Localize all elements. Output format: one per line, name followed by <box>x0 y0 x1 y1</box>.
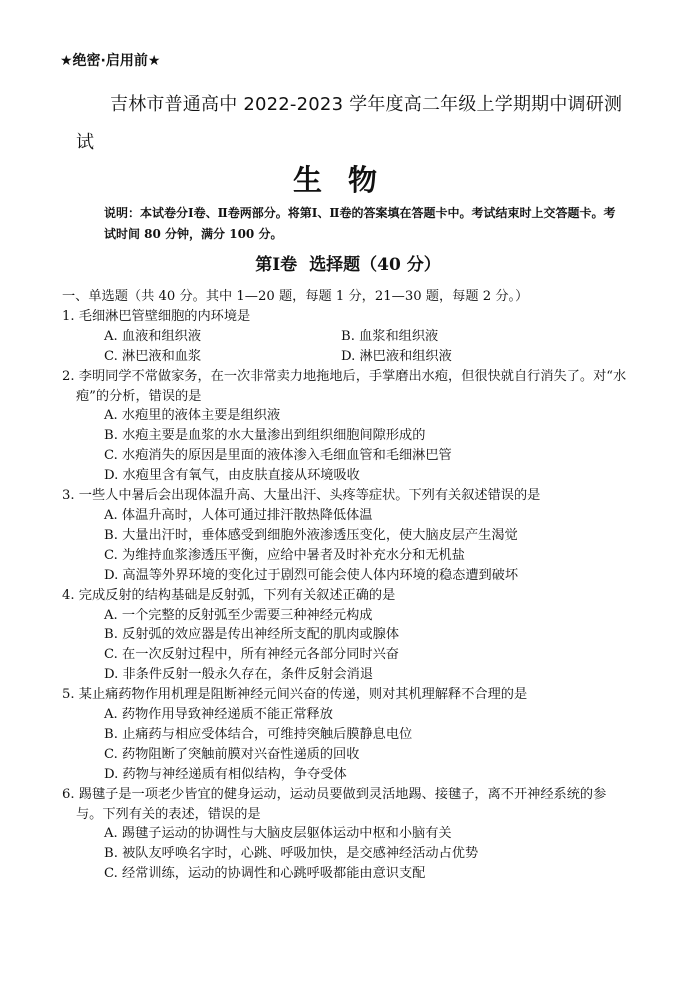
option-a: A. 一个完整的反射弧至少需要三种神经元构成 <box>104 607 373 623</box>
question-4 <box>62 586 632 686</box>
option-d: D. 水疱里含有氧气，由皮肤直接从环境吸收 <box>104 468 360 484</box>
question-stem: 2. 李明同学不常做家务，在一次非常卖力地拖地后，手掌磨出水疱，但很快就自行消失了。对“水疱”的分析，错误的是 <box>62 368 627 404</box>
option-c: C. 经常训练，运动的协调性和心跳呼吸都能由意识支配 <box>104 866 426 882</box>
question-3 <box>62 486 632 586</box>
option-a: A. 体温升高时，人体可通过排汗散热降低体温 <box>104 507 373 523</box>
option-d: D. 药物与神经递质有相似结构，争夺受体 <box>104 766 347 782</box>
option-a: A. 踢毽子运动的协调性与大脑皮层躯体运动中枢和小脑有关 <box>104 826 452 842</box>
option-c: C. 淋巴液和血浆 <box>104 348 202 364</box>
question-type-heading: 一、单选题（共 40 分。其中 1—20 题，每题 1 分，21—30 题，每题 2 分。） <box>62 289 529 304</box>
option-c: C. 在一次反射过程中，所有神经元各部分同时兴奋 <box>104 647 399 663</box>
option-a: A. 血液和组织液 <box>104 328 202 344</box>
question-6 <box>62 785 632 885</box>
option-d: D. 淋巴液和组织液 <box>341 348 452 364</box>
question-stem: 6. 踢毽子是一项老少皆宜的健身运动，运动员要做到灵活地踢、接毽子，离不开神经系统的参与。下列有关的表述，错误的是 <box>62 786 607 822</box>
section-name: 选择题（40 分） <box>309 255 441 275</box>
question-stem: 4. 完成反射的结构基础是反射弧，下列有关叙述正确的是 <box>62 587 396 603</box>
question-stem: 1. 毛细淋巴管壁细胞的内环境是 <box>62 308 251 324</box>
subject-title: 生物 <box>292 163 403 197</box>
option-c: C. 为维持血浆渗透压平衡，应给中暑者及时补充水分和无机盐 <box>104 547 465 563</box>
option-b: B. 止痛药与相应受体结合，可维持突触后膜静息电位 <box>104 726 413 742</box>
option-a: A. 水疱里的液体主要是组织液 <box>104 408 281 424</box>
option-b: B. 大量出汗时，垂体感受到细胞外液渗透压变化，使大脑皮层产生渴觉 <box>104 527 518 543</box>
secret-mark: ★绝密·启用前★ <box>60 53 161 69</box>
option-b: B. 被队友呼唤名字时，心跳、呼吸加快，是交感神经活动占优势 <box>104 846 479 862</box>
option-a: A. 药物作用导致神经递质不能正常释放 <box>104 707 333 723</box>
section-heading <box>0 250 696 275</box>
option-b: B. 反射弧的效应器是传出神经所支配的肌肉或腺体 <box>104 627 400 643</box>
option-c: C. 水疱消失的原因是里面的液体渗入毛细血管和毛细淋巴管 <box>104 448 452 464</box>
option-b: B. 水疱主要是血浆的水大量渗出到组织细胞间隙形成的 <box>104 428 426 444</box>
exam-title: 吉林市普通高中 2022-2023 学年度高二年级上学期期中调研测试 <box>76 94 623 153</box>
option-grid <box>62 327 632 367</box>
question-list <box>62 287 632 884</box>
question-stem: 5. 某止痛药物作用机理是阻断神经元间兴奋的传递，则对其机理解释不合理的是 <box>62 687 528 703</box>
question-stem: 3. 一些人中暑后会出现体温升高、大量出汗、头疼等症状。下列有关叙述错误的是 <box>62 488 541 504</box>
option-d: D. 非条件反射一般永久存在，条件反射会消退 <box>104 667 374 683</box>
question-1 <box>62 307 632 367</box>
question-2 <box>62 367 632 486</box>
exam-instructions: 说明：本试卷分Ⅰ卷、Ⅱ卷两部分。将第Ⅰ、Ⅱ卷的答案填在答题卡中。考试结束时上交答题卡。考试时间 80 分钟，满分 100 分。 <box>104 206 616 241</box>
option-d: D. 高温等外界环境的变化过于剧烈可能会使人体内环境的稳态遭到破坏 <box>104 567 519 583</box>
section-part: 第Ⅰ卷 <box>255 255 298 275</box>
option-b: B. 血浆和组织液 <box>341 328 439 344</box>
option-c: C. 药物阻断了突触前膜对兴奋性递质的回收 <box>104 746 360 762</box>
question-5 <box>62 685 632 785</box>
